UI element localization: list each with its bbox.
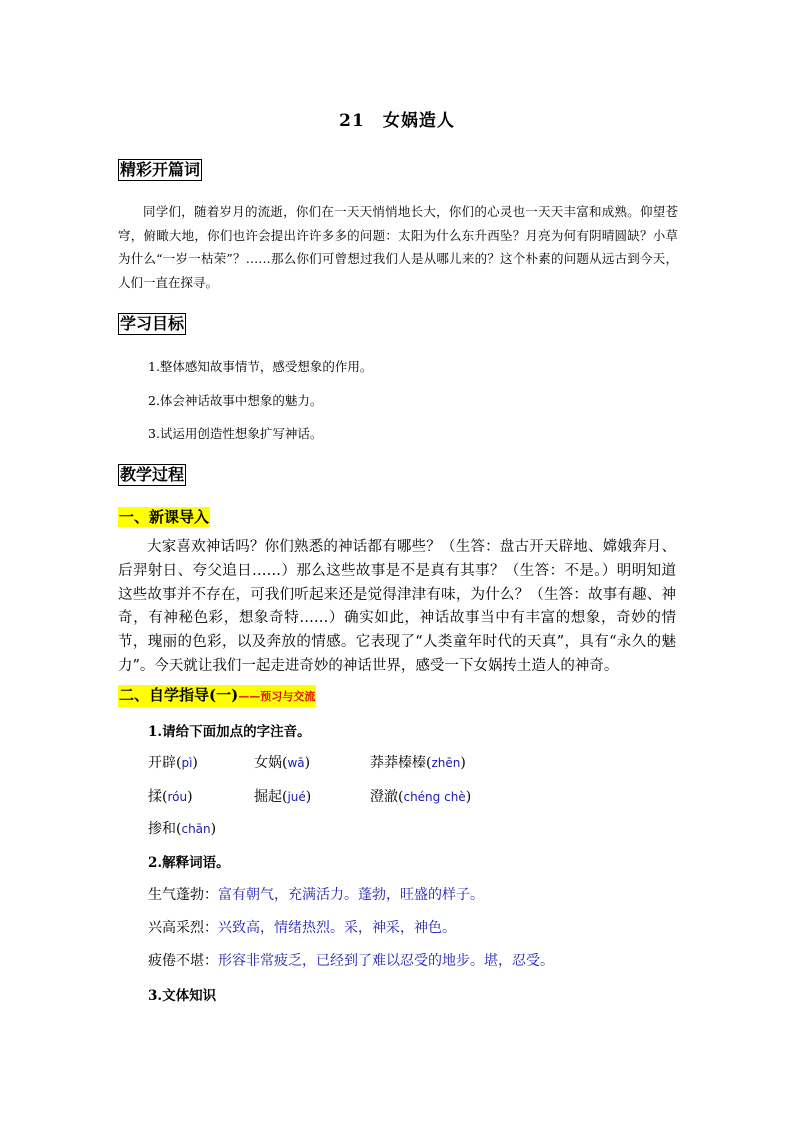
question-3: 3.文体知识 bbox=[148, 988, 217, 1004]
pinyin-item: 澄澈(chéng chè) bbox=[370, 789, 472, 805]
process-heading: 教学过程 bbox=[120, 465, 185, 484]
part2-heading bbox=[118, 685, 316, 707]
pinyin-item: 揉(róu) bbox=[148, 789, 193, 805]
goal-item: 3.试运用创造性想象扩写神话。 bbox=[148, 426, 323, 441]
part2-title: 二、自学指导(一) bbox=[119, 686, 239, 704]
part1-heading: 一、新课导入 bbox=[119, 508, 210, 526]
definition-item: 兴高采烈：兴致高，情绪热烈。采，神采，神色。 bbox=[148, 920, 456, 936]
intro-heading: 精彩开篇词 bbox=[120, 160, 201, 179]
goal-item: 1.整体感知故事情节，感受想象的作用。 bbox=[148, 359, 373, 374]
pinyin-item: 莽莽榛榛(zhēn) bbox=[370, 755, 466, 771]
goal-item: 2.体会神话故事中想象的魅力。 bbox=[148, 393, 323, 408]
part1-paragraph: 大家喜欢神话吗？你们熟悉的神话都有哪些？（生答：盘古开天辟地、嫦娥奔月、后羿射日、夸父追日……）那么这些故事是不是真有其事？（生答：不是。）明明知道这些故事并不存在，可我们听起来还是觉得津津有味，为什么？（生答：故事有趣、神奇，有神秘色彩，想象奇特……）确实如此，神话故事当中有丰富的想象，奇妙的情节，瑰丽的色彩，以及奔放的情感。它表现了“人类童年时代的天真”，具有“永久的魅力”。今天就让我们一起走进奇妙的神话世界，感受一下女娲抟土造人的神奇。 bbox=[118, 539, 676, 674]
lesson-name: 女娲造人 bbox=[382, 111, 455, 131]
question-2: 2.解释词语。 bbox=[148, 855, 230, 871]
question-1: 1.请给下面加点的字注音。 bbox=[148, 724, 311, 740]
lesson-title bbox=[0, 106, 794, 131]
pinyin-item: 女娲(wā) bbox=[254, 755, 311, 771]
part2-subtitle: ——预习与交流 bbox=[238, 690, 316, 703]
pinyin-item: 掺和(chān) bbox=[148, 821, 217, 837]
pinyin-item: 掘起(jué) bbox=[254, 789, 312, 805]
goals-heading: 学习目标 bbox=[120, 314, 185, 333]
pinyin-item: 开辟(pì) bbox=[148, 755, 198, 771]
lesson-number: 21 bbox=[339, 111, 365, 131]
intro-paragraph: 同学们，随着岁月的流逝，你们在一天天悄悄地长大，你们的心灵也一天天丰富和成熟。仰望苍穹，俯瞰大地，你们也许会提出许许多多的问题：太阳为什么东升西坠？月亮为何有阴晴圆缺？小草为什么“一岁一枯荣”？……那么你们可曾想过我们人是从哪儿来的？这个朴素的问题从远古到今天，人们一直在探寻。 bbox=[118, 204, 678, 290]
definition-item: 生气蓬勃：富有朝气，充满活力。蓬勃，旺盛的样子。 bbox=[148, 887, 484, 903]
definition-item: 疲倦不堪：形容非常疲乏，已经到了难以忍受的地步。堪，忍受。 bbox=[148, 953, 554, 969]
